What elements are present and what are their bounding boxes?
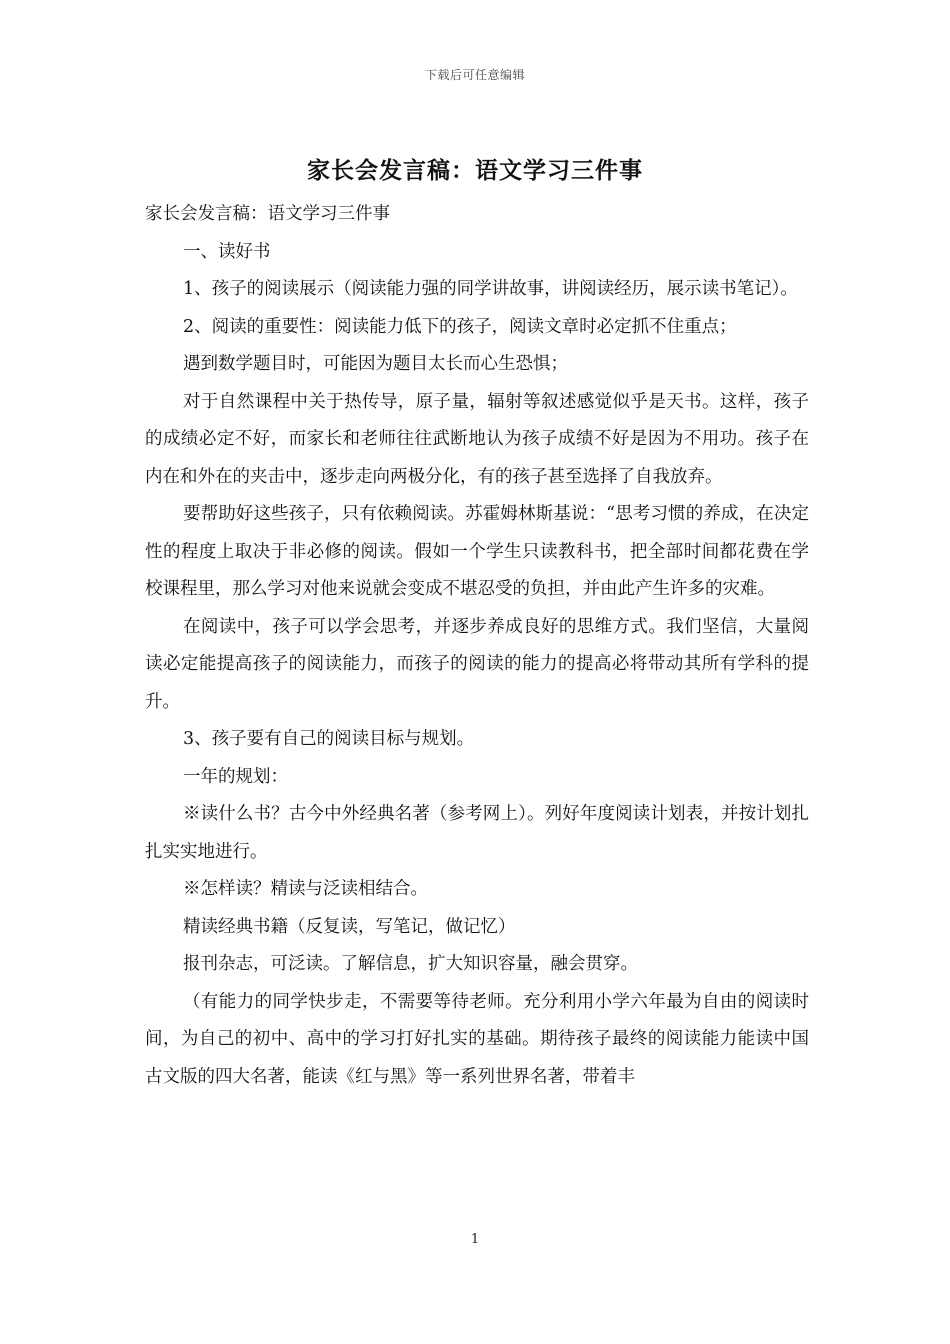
paragraph: 在阅读中，孩子可以学会思考，并逐步养成良好的思维方式。我们坚信，大量阅读必定能提高孩子的阅读能力，而孩子的阅读的能力的提高必将带动其所有学科的提升。 (145, 616, 809, 712)
document-title: 家长会发言稿：语文学习三件事 (307, 157, 643, 184)
paragraph: 要帮助好这些孩子，只有依赖阅读。苏霍姆林斯基说：“思考习惯的养成，在决定性的程度上取决于非必修的阅读。假如一个学生只读教科书，把全部时间都花费在学校课程里，那么学习对他来说就会变成不堪忍受的负担，并由此产生许多的灾难。 (145, 504, 809, 599)
page-header-note: 下载后可任意编辑 (424, 68, 525, 82)
page-number: 1 (470, 1232, 480, 1247)
paragraph: 3、孩子要有自己的阅读目标与规划。 (183, 729, 475, 749)
paragraph-section-heading: 一、读好书 (183, 241, 271, 262)
paragraph: 遇到数学题目时，可能因为题目太长而心生恐惧； (183, 354, 568, 374)
paragraph: 报刊杂志，可泛读。了解信息，扩大知识容量，融会贯穿。 (183, 954, 638, 974)
paragraph: （有能力的同学快步走，不需要等待老师。充分利用小学六年最为自由的阅读时间，为自己的初中、高中的学习打好扎实的基础。期待孩子最终的阅读能力能读中国古文版的四大名著，能读《红与黑》等一系列世界名著，带着丰 (145, 991, 809, 1087)
paragraph: ※读什么书？古今中外经典名著（参考网上）。列好年度阅读计划表，并按计划扎扎实实地进行。 (145, 804, 809, 862)
paragraph: 1、孩子的阅读展示（阅读能力强的同学讲故事，讲阅读经历，展示读书笔记）。 (183, 279, 798, 299)
paragraph: 一年的规划： (183, 766, 288, 787)
paragraph: ※怎样读？精读与泛读相结合。 (183, 879, 428, 899)
paragraph: 精读经典书籍（反复读，写笔记，做记忆） (183, 916, 516, 937)
document-body (145, 196, 809, 1096)
paragraph: 2、阅读的重要性：阅读能力低下的孩子，阅读文章时必定抓不住重点； (183, 316, 737, 337)
paragraph: 对于自然课程中关于热传导，原子量，辐射等叙述感觉似乎是天书。这样，孩子的成绩必定不好，而家长和老师往往武断地认为孩子成绩不好是因为不用功。孩子在内在和外在的夹击中，逐步走向两极分化，有的孩子甚至选择了自我放弃。 (145, 391, 809, 487)
paragraph-subtitle: 家长会发言稿：语文学习三件事 (145, 204, 390, 224)
